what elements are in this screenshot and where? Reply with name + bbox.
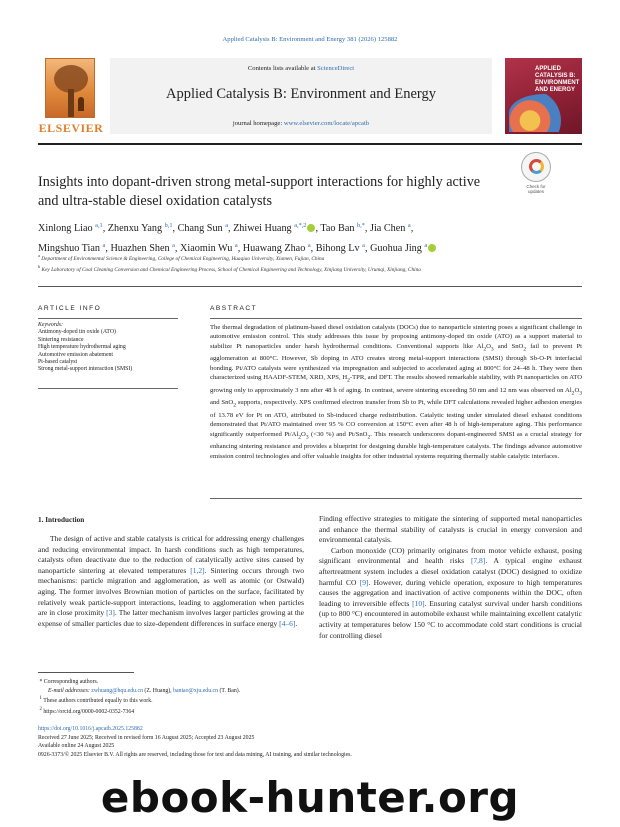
- homepage-line: [110, 120, 492, 127]
- intro-column-right: [319, 514, 582, 641]
- keyword-item: Antimony-doped tin oxide (ATO): [38, 329, 116, 336]
- footnote-emails: E-mail addresses: zwhuang@hqu.edu.cn (Z. Huang), bantao@xju.edu.cn (T. Ban).: [48, 687, 241, 694]
- journal-masthead: [38, 58, 582, 135]
- author-name[interactable]: Bihong Lv: [315, 242, 360, 254]
- citation-link[interactable]: [10]: [412, 598, 425, 608]
- author-name[interactable]: Guohua Jing: [370, 242, 422, 254]
- masthead-divider: [38, 143, 582, 145]
- author-name[interactable]: Xinlong Liao: [38, 223, 93, 234]
- author-affiliation-sup[interactable]: a: [102, 241, 106, 249]
- intro-column-left: [38, 534, 304, 629]
- intro-paragraph: Carbon monoxide (CO) primarily originates from motor vehicle exhaust, posing significant environmental and health risks [7,8]. A typical engine exhaust aftertreatment system includes a diesel oxidation catalyst (DOC) designed to oxidize harmful CO [9]. However, during vehicle operation, exposure to high temperatures causes the aggregation and inactivation of active components within the DOC, often leading to irreversible effects [10]. Ensuring catalyst survival under harsh conditions (up to 800 °C) encountered in automobile exhaust while maintaining excellent catalytic activity at temperatures below 150 °C to accommodate cold start conditions is crucial for controlling diesel: [319, 545, 582, 640]
- keyword-item: Sintering resistance: [38, 336, 84, 343]
- author-name[interactable]: Jia Chen: [369, 223, 406, 234]
- author-name[interactable]: Huawang Zhao: [242, 242, 306, 254]
- footnotes: [38, 678, 582, 716]
- footnote-corresponding: * Corresponding authors.: [38, 679, 99, 685]
- abstract-heading: ABSTRACT: [210, 305, 258, 312]
- author-name[interactable]: Zhiwei Huang: [233, 223, 292, 234]
- author-affiliation-sup[interactable]: a: [407, 222, 411, 229]
- keywords-rule: [38, 388, 178, 389]
- keyword-item: Pt-based catalyst: [38, 359, 78, 366]
- copyright-line: 0926-3373/© 2025 Elsevier B.V. All rights are reserved, including those for text and data mining, AI training, and similar technologies.: [38, 751, 352, 758]
- citation-link[interactable]: [3]: [106, 608, 115, 618]
- contents-line: [110, 65, 492, 72]
- author-list: Xinlong Liao $^{a,1}$, Zhenxu Yang $^{b,1}$, Chang Sun $^a$, Zhiwei Huang $^{a,*,2}$ , Tao Ban $^{b,*}$, Jia Chen $^a$, Mingshuo Tian $^a$, Huazhen Shen $^a$, Xiaomin Wu $^a$, Huawang Zhao $^a$, Bihong Lv $^a$, Guohua Jing $^a$: [38, 218, 568, 257]
- homepage-link[interactable]: www.elsevier.com/locate/apcatb: [283, 120, 370, 127]
- author-affiliation-sup[interactable]: a,*,2: [294, 222, 307, 229]
- masthead-banner: [110, 58, 492, 134]
- intro-paragraph: The design of active and stable catalysts is critical for addressing energy challenges and reducing environmental impact. In harsh conditions such as high temperatures, catalysts often deactivate due to the reduction of catalytically active sites caused by nanoparticle sintering at elevated temperatures [1,2]. Sintering occurs through two mechanisms: particle migration and agglomeration, as well as atomic (or Ostwald) aging. The former involves Brownian motion of particles on the surface, facilitated by relatively weak particle-support interactions, leading to agglomeration when particles are in close proximity [3]. The latter mechanism involves larger particles growing at the expense of smaller particles due to size-dependent differences in surface energy [4–6].: [38, 534, 305, 628]
- author-affiliation-sup[interactable]: a: [225, 222, 228, 229]
- abstract-bottom-rule: [210, 498, 582, 499]
- received-dates: Received 27 June 2025; Received in revised form 16 August 2025; Accepted 23 August 2025: [38, 734, 255, 741]
- abstract-body: The thermal degradation of platinum-based diesel oxidation catalysts (DOCs) due to nanoparticle sintering poses a significant challenge in automotive emission control. This study addresses this issue by proposing antimony-doped tin oxide (ATO) as a support material to stabilize Pt nanoparticles under harsh hydrothermal conditions. Conventional supports like $Al_2O_3$ and SnO$_2$ fail to prevent Pt agglomeration at 800°C. However, Sb doping in ATO creates strong metal-support interactions (SMSI) through Sb-O-Pt interfacial bonding. Pt/ATO catalysts were synthesized via impregnation and subjected to accelerated aging at 800°C for 24–48 h. They were then characterized using HAADF-STEM, XRD, XPS, $H_2$-TPR, and DFT. The results showed remarkable stability, with Pt nanoparticles on ATO growing only to approximately 3 nm after 48 h of aging. In contrast, severe sintering exceeding 50 nm and 12 nm was observed on $Al_2O_3$ and SnO$_2$ supports, respectively. XPS confirmed electron transfer from Sb to Pt, while DFT calculations revealed higher adhesion energies of 13.78 eV for Pt on ATO, attributed to Sb-induced charge redistribution. Catalytic testing under simulated diesel exhaust conditions demonstrated that Pt/ATO maintained over 95 % CO conversion at 150°C even after 48 h of high-temperature aging. This performance significantly outperformed $Pt/Al_2O_3$ (<30 %) and Pt/SnO$_2$. This research underscores dopant-engineered SMSI as a crucial strategy for enhancing sintering resistance and provides a blueprint for designing durable high-temperature catalysts. The findings advance automotive emission control technologies and offer valuable insights for other industrial systems requiring thermally stable catalytic interfaces.: [210, 324, 583, 460]
- abstract-rule: [210, 318, 582, 319]
- citation-link[interactable]: [1,2]: [190, 565, 205, 575]
- author-affiliation-sup[interactable]: a: [362, 241, 365, 249]
- affiliation-a: $^a$ Department of Environmental Science & Engineering, College of Chemical Engineering, Huaqiao University, Xiamen, Fujian, China: [38, 253, 325, 262]
- author-name[interactable]: Chang Sun: [177, 223, 223, 234]
- affiliation-b: $^b$ Key Laboratory of Coal Cleaning Conversion and Chemical Engineering Process, School of Chemical Engineering and Technology, Xinjiang University, Urumqi, Xinjiang, China: [38, 264, 421, 274]
- author-affiliation-sup[interactable]: a: [172, 241, 175, 249]
- doi-link[interactable]: https://doi.org/10.1016/j.apcatb.2025.125882: [38, 726, 143, 732]
- article-title: Insights into dopant-driven strong metal-support interactions for highly active and ultra-stable diesel oxidation catalysts: [38, 174, 481, 209]
- keywords-list: [38, 322, 188, 374]
- article-info-heading: ARTICLE INFO: [38, 305, 102, 312]
- author-affiliation-sup[interactable]: a: [424, 241, 428, 249]
- publication-info: [38, 725, 582, 759]
- author-name[interactable]: Xiaomin Wu: [180, 242, 233, 254]
- author-name[interactable]: Tao Ban: [320, 223, 355, 234]
- orcid-link[interactable]: https://orcid.org/0000-0002-0352-7364: [43, 708, 135, 715]
- citation-link[interactable]: [4–6]: [279, 618, 296, 628]
- author-name[interactable]: Zhenxu Yang: [107, 223, 163, 234]
- author-affiliation-sup[interactable]: a: [234, 241, 238, 249]
- keyword-item: High temperature hydrothermal aging: [38, 344, 126, 351]
- affiliations: [38, 252, 578, 275]
- section-divider: [38, 286, 582, 287]
- footnote-2: $^2$ https://orcid.org/0000-0002-0352-7364: [39, 706, 135, 715]
- email-link[interactable]: zwhuang@hqu.edu.cn: [91, 687, 143, 694]
- author-affiliation-sup[interactable]: b,*: [357, 222, 365, 229]
- footnote-rule: [38, 672, 134, 673]
- sciencedirect-link[interactable]: ScienceDirect: [317, 65, 355, 72]
- keyword-item: Strong metal-support interaction (SMSI): [38, 366, 133, 373]
- citation-link[interactable]: [7,8]: [470, 556, 486, 566]
- keyword-item: Automotive emission abatement: [38, 351, 114, 358]
- citation-link[interactable]: [9]: [359, 577, 369, 587]
- footnote-1: $^1$ These authors contributed equally to this work.: [39, 696, 153, 705]
- elsevier-tree-icon: [45, 58, 95, 118]
- author-name[interactable]: Mingshuo Tian: [38, 242, 100, 254]
- online-date: Available online 24 August 2025: [38, 743, 115, 750]
- journal-citation[interactable]: Applied Catalysis B: Environment and Energy 381 (2026) 125882: [222, 36, 398, 43]
- email-link[interactable]: bantao@xju.edu.cn: [173, 687, 219, 694]
- article-info-rule: [38, 318, 178, 319]
- elsevier-logo[interactable]: [38, 58, 104, 134]
- contents-prefix: Contents lists available at: [247, 65, 318, 72]
- author-affiliation-sup[interactable]: a,1: [95, 222, 103, 229]
- publisher-name: ELSEVIER: [38, 121, 104, 135]
- orcid-icon[interactable]: [307, 224, 315, 232]
- watermark: ebook-hunter.org: [100, 773, 520, 822]
- keywords-heading: Keywords:: [38, 322, 63, 328]
- orcid-icon[interactable]: [428, 244, 436, 252]
- cover-title: APPLIED CATALYSIS B: ENVIRONMENT AND ENERGY: [535, 66, 580, 93]
- author-affiliation-sup[interactable]: b,1: [164, 222, 173, 229]
- homepage-prefix: journal homepage:: [232, 120, 284, 127]
- intro-paragraph: Finding effective strategies to mitigate the sintering of supported metal nanoparticles and enhance the thermal stability of catalysts is crucial in energy conversion and environmental catalysis.: [319, 514, 582, 545]
- cover-artwork: [509, 94, 579, 132]
- introduction-heading: 1. Introduction: [38, 516, 85, 524]
- check-for-updates-icon[interactable]: [521, 152, 551, 182]
- journal-cover-image[interactable]: [505, 58, 582, 134]
- author-name[interactable]: Huazhen Shen: [110, 242, 170, 254]
- check-for-updates-label[interactable]: Check for updates: [526, 184, 546, 194]
- journal-title: Applied Catalysis B: Environment and Energy: [166, 86, 436, 102]
- author-affiliation-sup[interactable]: a: [307, 241, 311, 249]
